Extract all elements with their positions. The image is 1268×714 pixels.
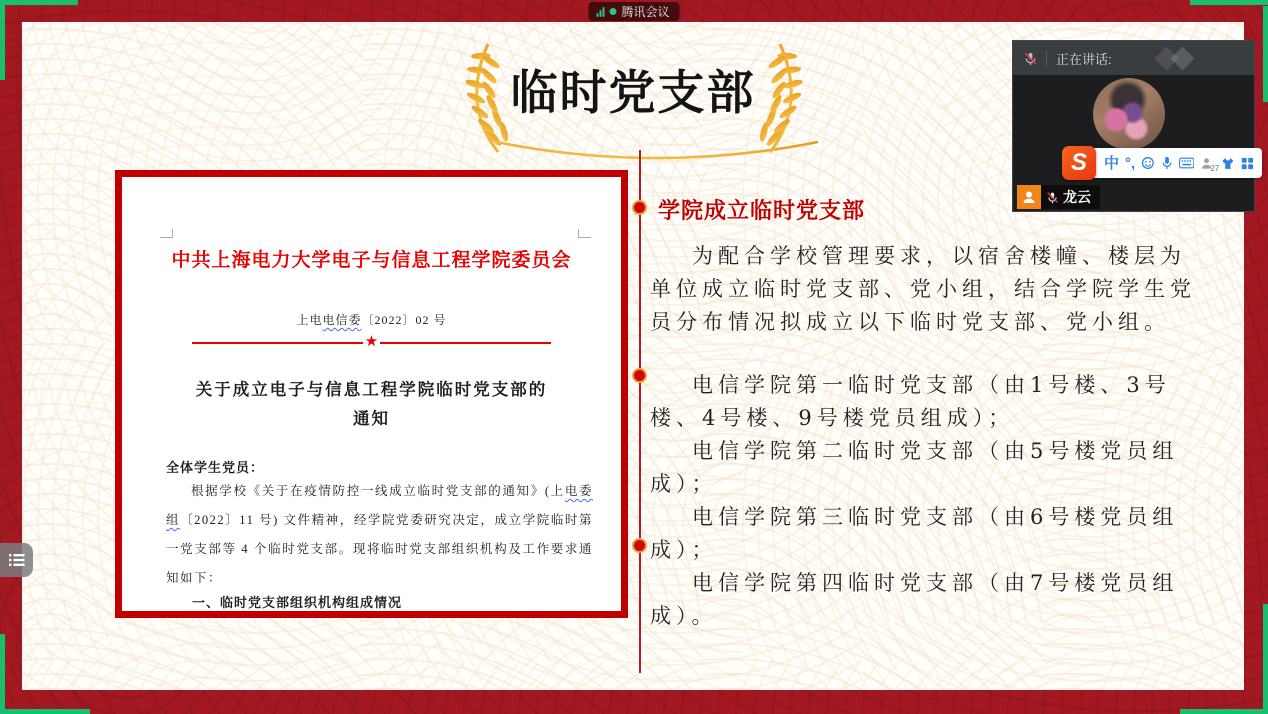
keyboard-icon[interactable] bbox=[1179, 156, 1194, 170]
video-panel-header bbox=[1013, 41, 1254, 75]
doc-section-heading: 一、临时党支部组织机构组成情况 bbox=[192, 595, 403, 610]
official-document-image bbox=[115, 170, 628, 618]
header-divider bbox=[1046, 51, 1047, 66]
branch-item-4: 电信学院第四临时党支部（由7号楼党员组成）。 bbox=[650, 571, 1179, 628]
right-panel-body bbox=[650, 240, 1202, 633]
doc-corner-mark-left bbox=[160, 229, 173, 238]
doc-body-paragraph: 根据学校《关于在疫情防控一线成立临时党支部的通知》(上电委组〔2022〕11 号) 文件精神，经学院党委研究决定，成立学院临时第一党支部等 4 个临时党支部。现将临时党支部组织机构及工作要求通知如下： bbox=[166, 484, 593, 585]
sogou-logo-icon[interactable]: S bbox=[1062, 146, 1096, 180]
recording-dot-icon bbox=[609, 8, 616, 15]
handwriting-badge: 27 bbox=[1210, 163, 1220, 173]
video-area bbox=[1013, 75, 1254, 211]
share-border-top-right-v bbox=[1263, 6, 1268, 102]
skin-shirt-icon[interactable] bbox=[1221, 156, 1235, 171]
ime-toolbar[interactable] bbox=[1070, 148, 1262, 178]
branch-item-3: 电信学院第三临时党支部（由6号楼党员组成）； bbox=[650, 505, 1179, 562]
branch-item-1: 电信学院第一临时党支部（由1号楼、3号楼、4号楼、9号楼党员组成）； bbox=[650, 373, 1171, 430]
doc-body-spellcheck: 电委组 bbox=[166, 484, 593, 527]
voice-input-icon[interactable] bbox=[1161, 155, 1173, 171]
side-toolbar-tab[interactable] bbox=[0, 543, 33, 577]
slide-divider-line bbox=[639, 150, 641, 673]
branch-item-2: 电信学院第二临时党支部（由5号楼党员组成）； bbox=[650, 439, 1179, 496]
doc-org-title: 中共上海电力大学电子与信息工程学院委员会 bbox=[171, 250, 572, 271]
doc-number: 上电电信委〔2022〕02 号 bbox=[296, 313, 447, 327]
right-panel-intro: 为配合学校管理要求，以宿舍楼幢、楼层为单位成立临时党支部、党小组，结合学院学生党员分布情况拟成立以下临时党支部、党小组。 bbox=[650, 244, 1196, 334]
slide-title: 临时党支部 bbox=[510, 66, 756, 119]
star-icon: ★ bbox=[364, 334, 379, 350]
divider-bullet-2 bbox=[632, 368, 647, 383]
divider-bullet-3 bbox=[632, 538, 647, 553]
share-border-bottom-left-v bbox=[0, 634, 5, 714]
doc-number-spellcheck: 电信委 bbox=[322, 313, 362, 327]
share-border-top-left-v bbox=[0, 0, 5, 80]
share-border-bottom-right-v bbox=[1263, 604, 1268, 714]
mic-muted-icon[interactable] bbox=[1023, 51, 1038, 66]
speaking-label: 正在讲话: bbox=[1056, 51, 1112, 67]
share-banner-label: 腾讯会议 bbox=[621, 5, 670, 19]
participant-avatar bbox=[1093, 78, 1165, 150]
divider-bullet-1 bbox=[632, 200, 647, 215]
participant-name-bar bbox=[1017, 185, 1100, 209]
list-icon bbox=[8, 552, 26, 568]
right-panel-heading: 学院成立临时党支部 bbox=[658, 198, 866, 223]
avatar-tile-icon bbox=[1017, 185, 1041, 209]
screen-share-banner[interactable] bbox=[588, 2, 679, 21]
doc-red-rule bbox=[192, 335, 551, 350]
participant-name: 龙云 bbox=[1063, 189, 1091, 205]
doc-notice-title: 关于成立电子与信息工程学院临时党支部的通知 bbox=[195, 380, 548, 428]
participant-name-label bbox=[1041, 185, 1100, 209]
share-border-bottom-left-h bbox=[0, 709, 90, 714]
participant-video-panel[interactable] bbox=[1012, 40, 1255, 212]
share-border-top-left-h bbox=[0, 0, 78, 5]
watermark-logo-icon bbox=[1152, 48, 1202, 70]
doc-corner-mark-right bbox=[578, 229, 591, 238]
toolbox-grid-icon[interactable] bbox=[1241, 156, 1254, 171]
name-mic-muted-icon bbox=[1046, 191, 1059, 204]
handwriting-icon[interactable] bbox=[1200, 156, 1220, 173]
share-border-top-right-h bbox=[1190, 0, 1268, 5]
ime-mode-toggle[interactable]: 中 bbox=[1104, 154, 1120, 172]
share-border-bottom-right-h bbox=[1180, 709, 1268, 714]
emoji-icon[interactable] bbox=[1141, 155, 1155, 171]
ime-punctuation-toggle[interactable]: °, bbox=[1125, 154, 1136, 172]
doc-salutation: 全体学生党员： bbox=[166, 460, 265, 475]
signal-bars-icon bbox=[596, 7, 604, 17]
